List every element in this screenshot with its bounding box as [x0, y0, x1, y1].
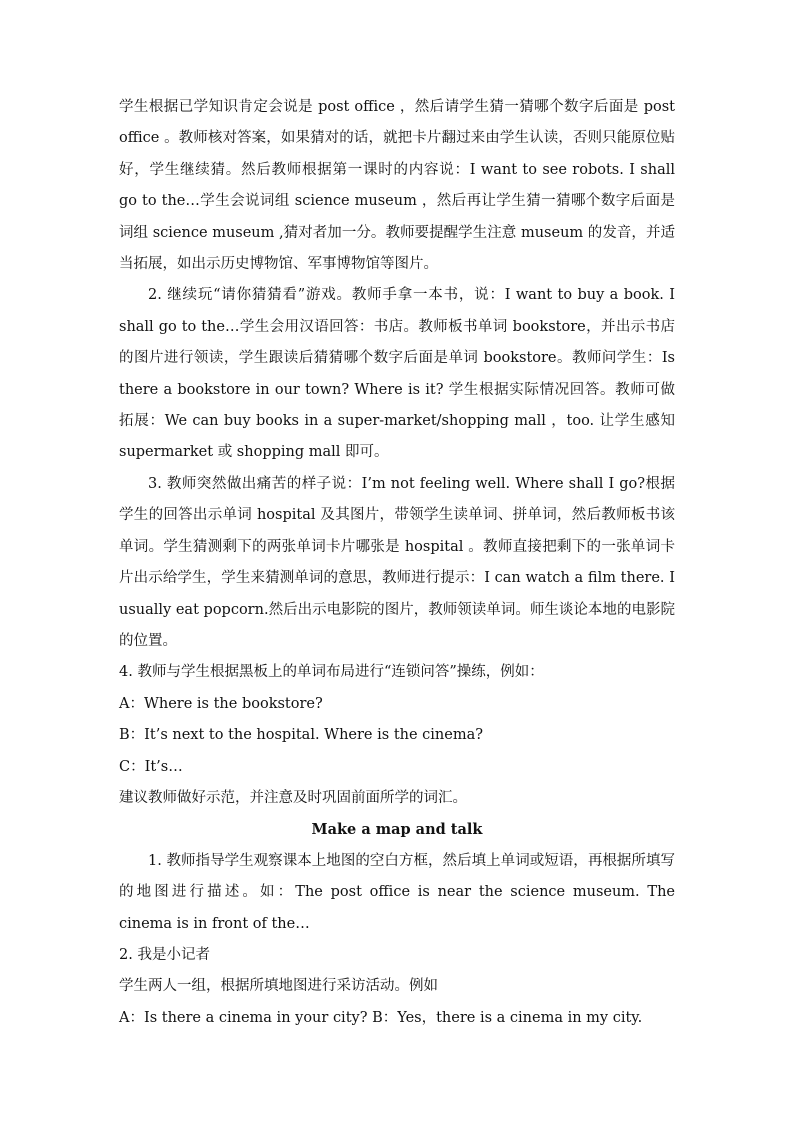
paragraph-teacher-advice: 建议教师做好示范，并注意及时巩固前面所学的词汇。: [119, 789, 467, 806]
paragraph-chain-drill: 4. 教师与学生根据黑板上的单词布局进行“连锁问答”操练，例如：: [119, 664, 544, 681]
dialogue-line-b: B：It’s next to the hospital. Where is the cinema?: [119, 727, 484, 744]
paragraph-map-describe: 1. 教师指导学生观察课本上地图的空白方框，然后填上单词或短语，再根据所填写的地图进行描述。如：The post office is near the science museum. The cinema is in front of the…: [119, 852, 675, 932]
paragraph-pair-interview: 学生两人一组，根据所填地图进行采访活动。例如: [119, 978, 438, 995]
section-heading-make-a-map: Make a map and talk: [311, 821, 483, 839]
paragraph-little-reporter: 2. 我是小记者: [119, 946, 210, 963]
paragraph-hospital-cinema: 3. 教师突然做出痛苦的样子说：I’m not feeling well. Where shall I go?根据学生的回答出示单词 hospital 及其图片，带领学生读单词、拼单词，然后教师板书该单词。学生猜测剩下的两张单词卡片哪张是 hospital 。教师直接把剩下的一张单词卡片出示给学生，学生来猜测单词的意思，教师进行提示：I can watch a film there. I usually eat popcorn.然后出示电影院的图片，教师领读单词。师生谈论本地的电影院的位置。: [119, 475, 675, 649]
dialogue-interview-example: A：Is there a cinema in your city? B：Yes，there is a cinema in my city.: [119, 1009, 643, 1026]
document-body: [119, 92, 675, 1034]
paragraph-post-office-guess: 学生根据已学知识肯定会说是 post office ，然后请学生猜一猜哪个数字后面是 post office 。教师核对答案，如果猜对的话，就把卡片翻过来由学生认读，否则只能原位贴好，学生继续猜。然后教师根据第一课时的内容说：I want to see robots. I shall go to the…学生会说词组 science museum ，然后再让学生猜一猜哪个数字后面是词组 science museum ,猜对者加一分。教师要提醒学生注意 museum 的发音，并适当拓展，如出示历史博物馆、军事博物馆等图片。: [119, 99, 675, 273]
paragraph-bookstore-game: 2. 继续玩“请你猜猜看”游戏。教师手拿一本书，说：I want to buy a book. I shall go to the…学生会用汉语回答：书店。教师板书单词 bookstore，并出示书店的图片进行领读，学生跟读后猜猜哪个数字后面是单词 bookstore。教师问学生：Is there a bookstore in our town? Where is it? 学生根据实际情况回答。教师可做拓展：We can buy books in a super-market/shopping mall ，too. 让学生感知 supermarket 或 shopping mall 即可。: [119, 287, 675, 461]
dialogue-line-c: C：It’s…: [119, 758, 183, 775]
dialogue-line-a: A：Where is the bookstore?: [119, 695, 323, 712]
